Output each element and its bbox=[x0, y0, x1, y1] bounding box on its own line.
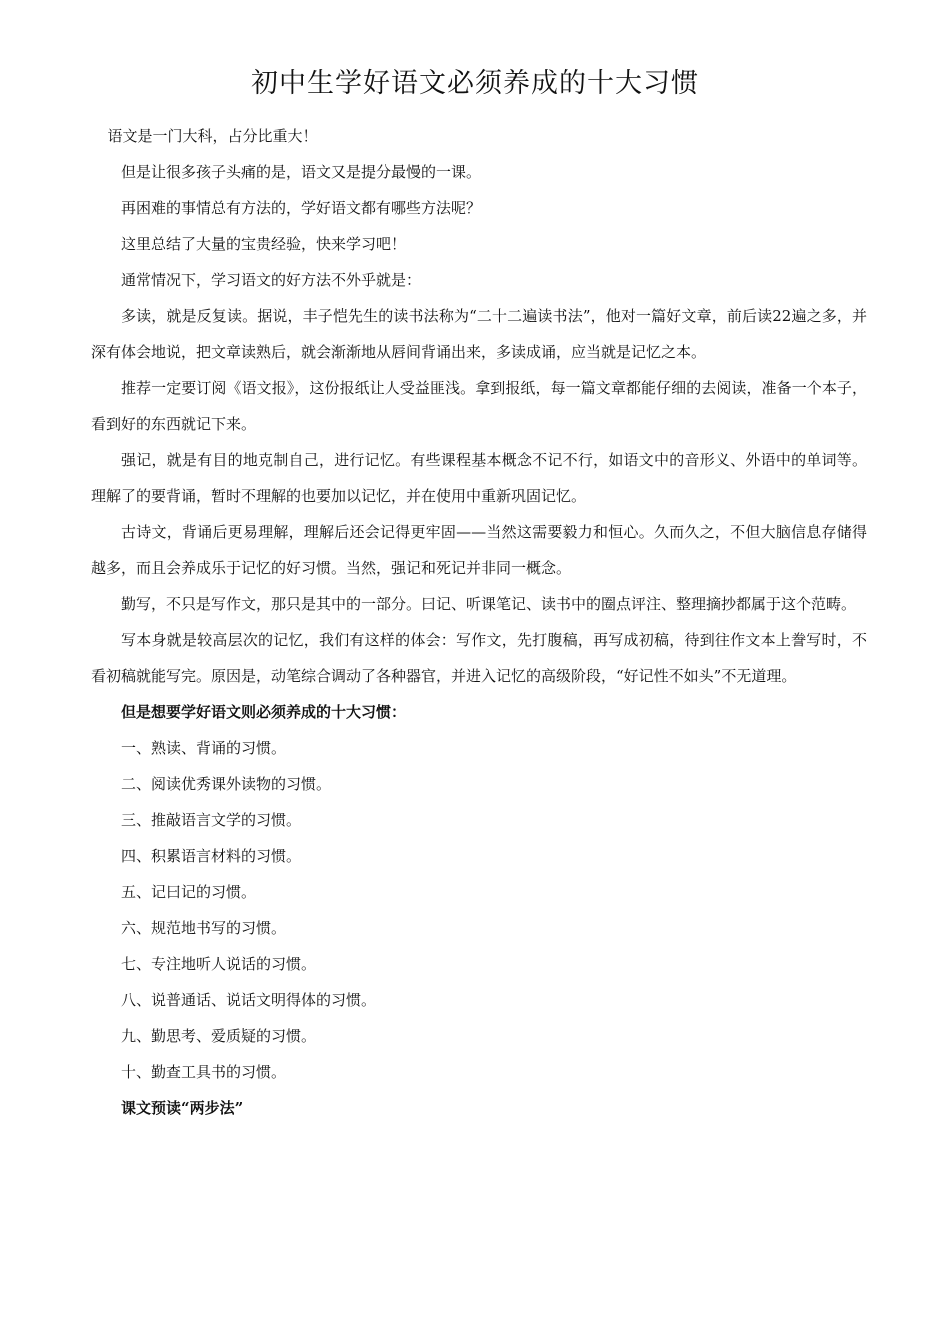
habit-item: 六、规范地书写的习惯。 bbox=[121, 919, 287, 937]
habit-item: 五、记曰记的习惯。 bbox=[121, 883, 257, 901]
section-heading: 课文预读“两步法” bbox=[121, 1099, 244, 1117]
document-body bbox=[91, 118, 867, 1126]
document-title: 初中生学好语文必须养成的十大习惯 bbox=[251, 68, 699, 99]
habit-item: 一、熟读、背诵的习惯。 bbox=[121, 739, 287, 757]
habit-item: 十、勤查工具书的习惯。 bbox=[121, 1063, 287, 1081]
paragraph: 古诗文，背诵后更易理解，理解后还会记得更牢固——当然这需要毅力和恒心。久而久之，不但大脑信息存储得越多，而且会养成乐于记忆的好习惯。当然，强记和死记并非同一概念。 bbox=[91, 523, 867, 577]
paragraph: 语文是一门大科，占分比重大！ bbox=[107, 127, 318, 145]
paragraph: 再困难的事情总有方法的，学好语文都有哪些方法呢？ bbox=[121, 199, 482, 217]
paragraph: 这里总结了大量的宝贵经验，快来学习吧！ bbox=[121, 235, 407, 253]
habit-item: 七、专注地听人说话的习惯。 bbox=[121, 955, 317, 973]
habit-item: 三、推敲语言文学的习惯。 bbox=[121, 811, 302, 829]
paragraph: 但是让很多孩子头痛的是，语文又是提分最慢的一课。 bbox=[121, 163, 482, 181]
paragraph: 多读，就是反复读。据说，丰子恺先生的读书法称为“二十二遍读书法”，他对一篇好文章，前后读22遍之多，并深有体会地说，把文章读熟后，就会渐渐地从唇间背诵出来，多读成诵，应当就是记忆之本。 bbox=[91, 307, 867, 361]
habit-item: 四、积累语言材料的习惯。 bbox=[121, 847, 302, 865]
habit-item: 九、勤思考、爱质疑的习惯。 bbox=[121, 1027, 317, 1045]
paragraph: 写本身就是较高层次的记忆，我们有这样的体会：写作文，先打腹稿，再写成初稿，待到往作文本上誊写时，不看初稿就能写完。原因是，动笔综合调动了各种器官，并进入记忆的高级阶段，“好记性不如头”不无道理。 bbox=[91, 631, 867, 685]
habit-item: 二、阅读优秀课外读物的习惯。 bbox=[121, 775, 332, 793]
paragraph: 通常情况下，学习语文的好方法不外乎就是： bbox=[121, 271, 422, 289]
paragraph: 强记，就是有目的地克制自己，进行记忆。有些课程基本概念不记不行，如语文中的音形义、外语中的单词等。理解了的要背诵，暂时不理解的也要加以记忆，并在使用中重新巩固记忆。 bbox=[91, 451, 867, 505]
habits-heading: 但是想要学好语文则必须养成的十大习惯： bbox=[121, 703, 407, 721]
paragraph: 勤写，不只是写作文，那只是其中的一部分。曰记、听课笔记、读书中的圈点评注、整理摘抄都属于这个范畴。 bbox=[121, 595, 857, 613]
habit-item: 八、说普通话、说话文明得体的习惯。 bbox=[121, 991, 377, 1009]
paragraph: 推荐一定要订阅《语文报》，这份报纸让人受益匪浅。拿到报纸，每一篇文章都能仔细的去阅读，准备一个本子，看到好的东西就记下来。 bbox=[91, 379, 867, 433]
